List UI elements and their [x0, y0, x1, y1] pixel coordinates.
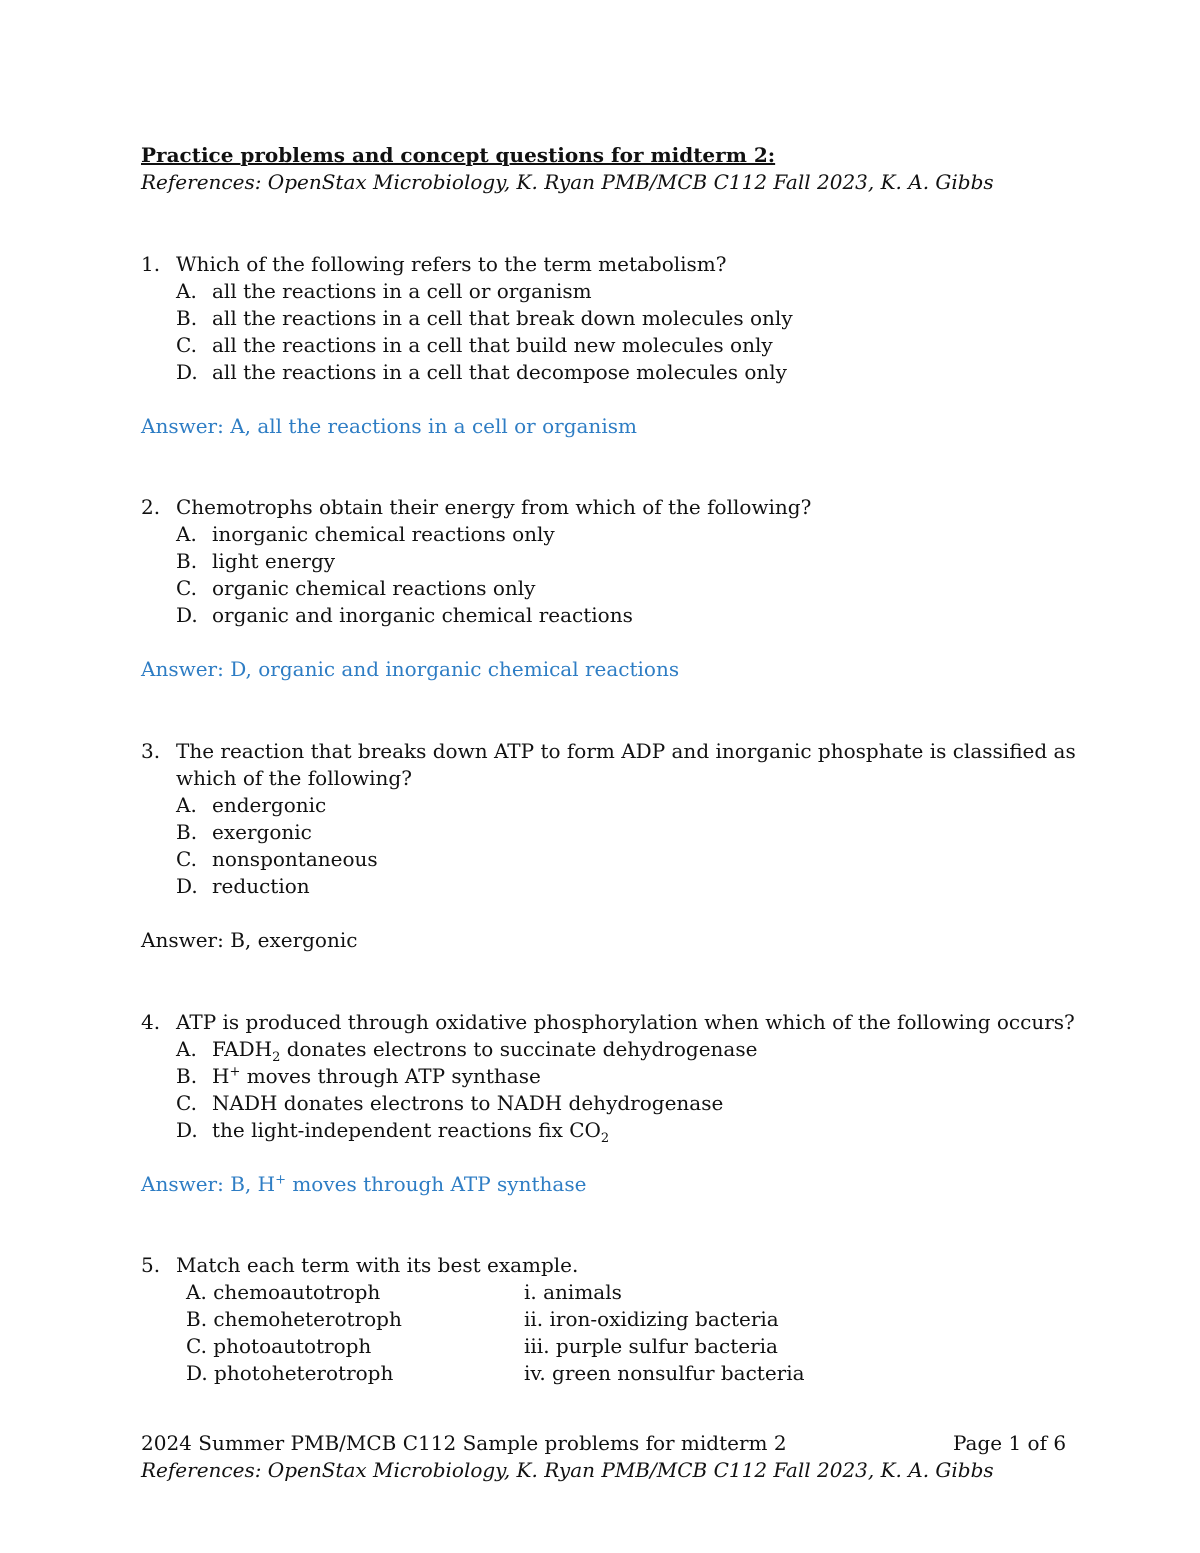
option-b: B. light energy	[176, 549, 336, 573]
document-title: Practice problems and concept questions for midterm 2:	[141, 143, 776, 167]
option-d: D. all the reactions in a cell that decompose molecules only	[176, 360, 787, 384]
option-d: D. organic and inorganic chemical reactions	[176, 603, 633, 627]
question-number: 1.	[141, 252, 161, 276]
match-example: iii. purple sulfur bacteria	[524, 1334, 778, 1358]
footer-course: 2024 Summer PMB/MCB C112 Sample problems for midterm 2	[141, 1431, 787, 1455]
option-c: C. nonspontaneous	[176, 847, 378, 871]
match-example: iv. green nonsulfur bacteria	[524, 1361, 805, 1385]
match-term: C. photoautotroph	[186, 1334, 372, 1358]
option-a: A. inorganic chemical reactions only	[176, 522, 555, 546]
option-b: B. H+ moves through ATP synthase	[176, 1064, 541, 1088]
option-c: C. organic chemical reactions only	[176, 576, 536, 600]
question-text: ATP is produced through oxidative phosphorylation when which of the following occurs?	[176, 1010, 1075, 1034]
option-a: A. endergonic	[176, 793, 327, 817]
question-text: Which of the following refers to the term metabolism?	[176, 252, 727, 276]
question-text: Chemotrophs obtain their energy from which of the following?	[176, 495, 812, 519]
question-number: 5.	[141, 1253, 161, 1277]
option-b: B. all the reactions in a cell that break down molecules only	[176, 306, 793, 330]
match-example: ii. iron-oxidizing bacteria	[524, 1307, 779, 1331]
option-c: C. NADH donates electrons to NADH dehydrogenase	[176, 1091, 724, 1115]
answer-text: Answer: D, organic and inorganic chemical reactions	[141, 657, 680, 681]
option-d: D. reduction	[176, 874, 310, 898]
footer-page-number: Page 1 of 6	[953, 1431, 1067, 1455]
answer-text: Answer: B, H+ moves through ATP synthase	[141, 1172, 587, 1196]
option-a: A. all the reactions in a cell or organism	[176, 279, 592, 303]
question-text: Match each term with its best example.	[176, 1253, 579, 1277]
match-example: i. animals	[524, 1280, 622, 1304]
footer-references: References: OpenStax Microbiology, K. Ryan PMB/MCB C112 Fall 2023, K. A. Gibbs	[141, 1458, 994, 1482]
option-d: D. the light-independent reactions fix $CO_2$	[176, 1118, 610, 1146]
answer-text: Answer: A, all the reactions in a cell or organism	[141, 414, 637, 438]
question-text-line-1: The reaction that breaks down ATP to form ADP and inorganic phosphate is classified as	[176, 739, 1076, 763]
option-a: A. $FADH_2$ donates electrons to succinate dehydrogenase	[176, 1037, 758, 1065]
question-number: 3.	[141, 739, 161, 763]
question-number: 2.	[141, 495, 161, 519]
match-term: B. chemoheterotroph	[186, 1307, 402, 1331]
option-c: C. all the reactions in a cell that build new molecules only	[176, 333, 773, 357]
match-term: D. photoheterotroph	[186, 1361, 394, 1385]
option-b: B. exergonic	[176, 820, 312, 844]
question-text-line-2: which of the following?	[176, 766, 412, 790]
question-number: 4.	[141, 1010, 161, 1034]
answer-text: Answer: B, exergonic	[141, 928, 358, 952]
references-line: References: OpenStax Microbiology, K. Ryan PMB/MCB C112 Fall 2023, K. A. Gibbs	[141, 170, 994, 194]
match-term: A. chemoautotroph	[186, 1280, 381, 1304]
